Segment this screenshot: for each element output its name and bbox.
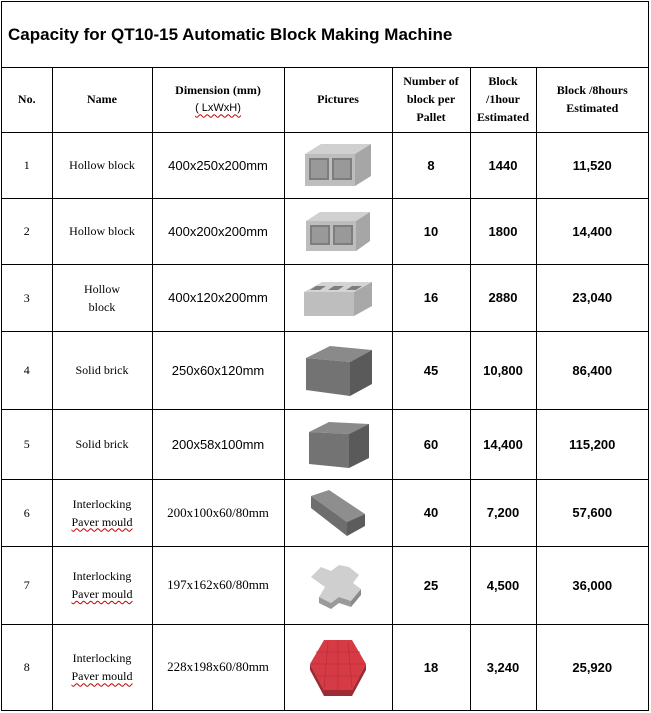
table-row bbox=[2, 409, 648, 479]
row-dimension: 228x198x60/80mm bbox=[152, 624, 284, 710]
table-row bbox=[2, 198, 648, 264]
row-name: Hollow block bbox=[52, 132, 152, 198]
row-picture bbox=[284, 546, 392, 624]
table-row bbox=[2, 624, 648, 710]
header-per-pallet: Number of block per Pallet bbox=[392, 67, 470, 132]
row-no: 8 bbox=[2, 624, 52, 710]
row-per-pallet: 18 bbox=[392, 624, 470, 710]
header-pictures: Pictures bbox=[284, 67, 392, 132]
row-dimension: 400x200x200mm bbox=[152, 198, 284, 264]
rectangular-paver-icon bbox=[307, 486, 369, 540]
row-per-8h: 25,920 bbox=[536, 624, 648, 710]
row-name bbox=[52, 479, 152, 546]
row-per-pallet: 25 bbox=[392, 546, 470, 624]
hollow-block-slot-icon bbox=[300, 276, 376, 320]
row-per-8h: 11,520 bbox=[536, 132, 648, 198]
solid-brick-icon bbox=[303, 416, 373, 472]
row-dimension: 400x250x200mm bbox=[152, 132, 284, 198]
table-row bbox=[2, 479, 648, 546]
hexagon-paver-icon bbox=[306, 634, 370, 700]
table-row bbox=[2, 132, 648, 198]
row-no: 2 bbox=[2, 198, 52, 264]
i-shape-paver-icon bbox=[305, 557, 371, 613]
row-per-8h: 86,400 bbox=[536, 331, 648, 409]
hollow-block-2-cavity-icon bbox=[302, 207, 374, 255]
table-row bbox=[2, 264, 648, 331]
row-per-hour: 1800 bbox=[470, 198, 536, 264]
row-name-line-1: Interlocking bbox=[72, 569, 132, 583]
header-dimension bbox=[152, 67, 284, 132]
row-name: Solid brick bbox=[52, 409, 152, 479]
row-name-line-2: Paver mould bbox=[71, 514, 133, 529]
row-no: 3 bbox=[2, 264, 52, 331]
row-per-pallet: 60 bbox=[392, 409, 470, 479]
header-per-8h-b: Estimated bbox=[566, 101, 619, 116]
row-picture bbox=[284, 331, 392, 409]
row-dimension: 200x100x60/80mm bbox=[152, 479, 284, 546]
row-per-hour: 2880 bbox=[470, 264, 536, 331]
row-no: 6 bbox=[2, 479, 52, 546]
row-name-line-1: Hollow bbox=[84, 281, 120, 296]
row-dimension: 197x162x60/80mm bbox=[152, 546, 284, 624]
header-name: Name bbox=[52, 67, 152, 132]
row-name: Hollow block bbox=[52, 198, 152, 264]
row-per-pallet: 8 bbox=[392, 132, 470, 198]
row-per-8h: 115,200 bbox=[536, 409, 648, 479]
row-per-pallet: 45 bbox=[392, 331, 470, 409]
row-picture bbox=[284, 479, 392, 546]
row-name bbox=[52, 624, 152, 710]
table-row bbox=[2, 331, 648, 409]
header-no: No. bbox=[2, 67, 52, 132]
row-name-line-1: Interlocking bbox=[72, 651, 132, 666]
row-per-hour: 1440 bbox=[470, 132, 536, 198]
row-name-line-2: block bbox=[88, 299, 116, 314]
row-dimension: 250x60x120mm bbox=[152, 331, 284, 409]
row-per-8h: 23,040 bbox=[536, 264, 648, 331]
row-per-pallet: 16 bbox=[392, 264, 470, 331]
header-per-hour-c: Estimated bbox=[477, 110, 529, 125]
solid-brick-icon bbox=[300, 340, 376, 400]
row-per-hour: 7,200 bbox=[470, 479, 536, 546]
table-row bbox=[2, 546, 648, 624]
header-per-hour-a: Block bbox=[488, 74, 518, 89]
row-per-hour: 3,240 bbox=[470, 624, 536, 710]
row-per-8h: 57,600 bbox=[536, 479, 648, 546]
row-no: 7 bbox=[2, 546, 52, 624]
row-picture bbox=[284, 624, 392, 710]
row-per-8h: 14,400 bbox=[536, 198, 648, 264]
row-no: 1 bbox=[2, 132, 52, 198]
header-dimension-sub: ( LxWxH) bbox=[195, 102, 241, 115]
row-name-line-2: Paver mould bbox=[71, 669, 133, 684]
row-name bbox=[52, 546, 152, 624]
row-picture bbox=[284, 132, 392, 198]
header-row bbox=[2, 67, 648, 132]
row-per-pallet: 40 bbox=[392, 479, 470, 546]
capacity-table bbox=[2, 67, 648, 710]
row-per-pallet: 10 bbox=[392, 198, 470, 264]
row-name: Solid brick bbox=[52, 331, 152, 409]
row-picture bbox=[284, 409, 392, 479]
capacity-sheet bbox=[1, 1, 649, 711]
row-per-8h: 36,000 bbox=[536, 546, 648, 624]
row-name-line-1: Interlocking bbox=[72, 496, 132, 511]
row-name-line-2: Paver mould bbox=[71, 587, 133, 601]
row-picture bbox=[284, 264, 392, 331]
row-name bbox=[52, 264, 152, 331]
header-per-8h-a: Block /8hours bbox=[556, 83, 628, 98]
header-dimension-label: Dimension (mm) bbox=[175, 83, 261, 98]
row-dimension: 200x58x100mm bbox=[152, 409, 284, 479]
hollow-block-2-cavity-icon bbox=[301, 140, 375, 190]
row-no: 5 bbox=[2, 409, 52, 479]
row-dimension: 400x120x200mm bbox=[152, 264, 284, 331]
row-per-hour: 10,800 bbox=[470, 331, 536, 409]
header-per-hour bbox=[470, 67, 536, 132]
row-per-hour: 14,400 bbox=[470, 409, 536, 479]
table-title: Capacity for QT10-15 Automatic Block Making Machine bbox=[2, 2, 648, 68]
row-picture bbox=[284, 198, 392, 264]
header-per-hour-b: /1hour bbox=[485, 92, 520, 107]
row-per-hour: 4,500 bbox=[470, 546, 536, 624]
header-per-8h bbox=[536, 67, 648, 132]
row-no: 4 bbox=[2, 331, 52, 409]
